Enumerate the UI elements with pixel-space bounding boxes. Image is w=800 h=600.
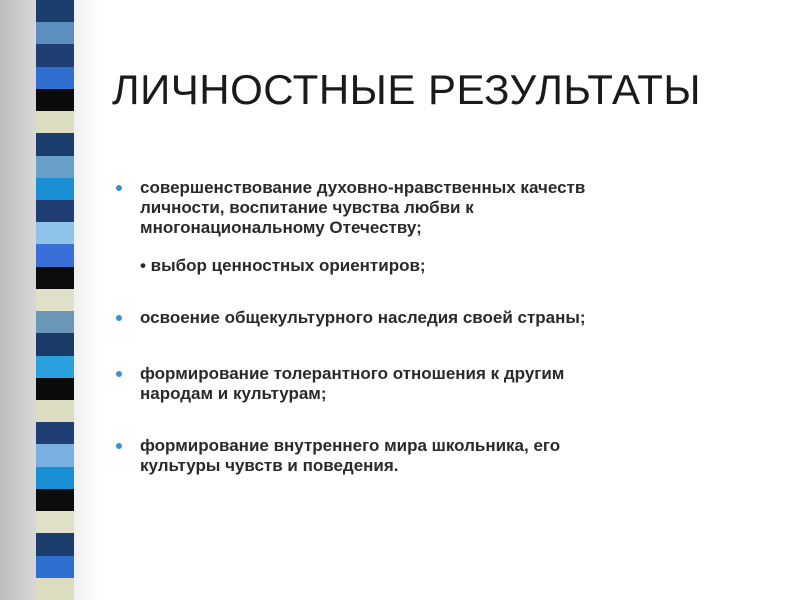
bullet-list [112,178,752,476]
stripe-segment [36,267,74,290]
stripe-segment [36,489,74,512]
bullet-dot-icon [116,315,122,321]
stripe-segment [36,178,74,201]
bullet-line: формирование толерантного отношения к другим [140,364,565,383]
bullet-line: народам и культурам; [140,384,327,403]
stripe-segment [36,289,74,312]
stripe-segment [36,67,74,90]
bullet-line: формирование внутреннего мира школьника, его [140,436,561,455]
bullet-item [112,364,752,404]
stripe-segment [36,422,74,445]
stripe-segment [36,467,74,490]
stripe-segment [36,111,74,134]
stripe-segment [36,0,74,23]
stripe-segment [36,400,74,423]
stripe-segment [36,511,74,534]
stripe-segment [36,378,74,401]
stripe-segment [36,333,74,356]
bullet-item [112,436,752,476]
stripe-segment [36,200,74,223]
slide-title: ЛИЧНОСТНЫЕ РЕЗУЛЬТАТЫ [112,66,702,113]
stripe-segment [36,356,74,379]
stripe-segment [36,244,74,267]
stripe-segment [36,22,74,45]
stripe-segment [36,89,74,112]
bullet-line: освоение общекультурного наследия своей страны; [140,308,586,327]
bullet-dot-icon [116,185,122,191]
stripe-segment [36,44,74,67]
sub-bullet-line: • выбор ценностных ориентиров; [140,256,426,275]
stripe-segment [36,578,74,600]
bullet-dot-icon [116,371,122,377]
decorative-stripe-column [36,0,74,600]
bullet-item [112,308,752,328]
bullet-dot-icon [116,443,122,449]
stripe-segment [36,156,74,179]
bullet-line: личности, воспитание чувства любви к [140,198,474,217]
stripe-segment [36,133,74,156]
bullet-line: многонациональному Отечеству; [140,218,422,237]
stripe-segment [36,222,74,245]
bullet-line: совершенствование духовно-нравственных качеств [140,178,586,197]
stripe-segment [36,444,74,467]
stripe-segment [36,556,74,579]
stripe-segment [36,533,74,556]
stripe-segment [36,311,74,334]
bullet-item [112,178,752,276]
bullet-line: культуры чувств и поведения. [140,456,399,475]
